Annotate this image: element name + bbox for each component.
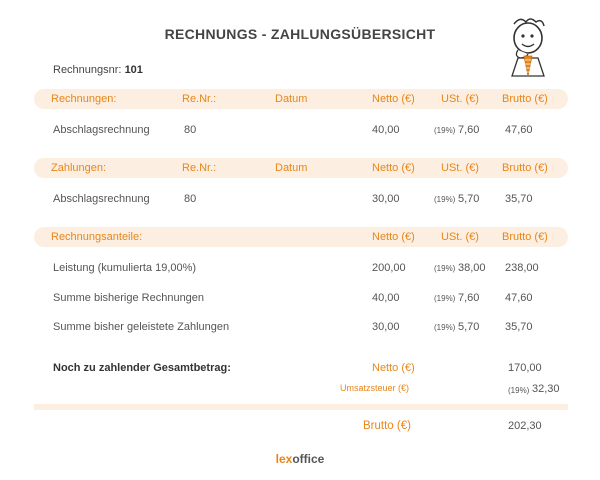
table-row-renr: 80 bbox=[184, 124, 197, 136]
table-row-netto: 40,00 bbox=[372, 292, 400, 304]
table-row-brutto: 35,70 bbox=[505, 193, 533, 205]
total-ust-value: 32,30 bbox=[532, 383, 560, 395]
table-row-name: Summe bisher geleistete Zahlungen bbox=[53, 321, 230, 333]
invoice-number bbox=[53, 64, 143, 76]
table-row-brutto: 238,00 bbox=[505, 262, 539, 274]
total-brutto-label: Brutto (€) bbox=[363, 420, 411, 432]
header-ust: USt. (€) bbox=[441, 93, 479, 105]
table-row-name: Abschlagsrechnung bbox=[53, 193, 150, 205]
header-netto: Netto (€) bbox=[372, 93, 415, 105]
total-netto-label: Netto (€) bbox=[372, 362, 415, 374]
header-datum: Datum bbox=[275, 93, 308, 105]
table-row-rate: (19%) bbox=[434, 323, 456, 332]
table-row-name: Leistung (kumulierta 19,00%) bbox=[53, 262, 197, 274]
rechnungen-title: Rechnungen: bbox=[51, 93, 117, 105]
total-ust-rate: (19%) bbox=[508, 386, 530, 395]
table-row-netto: 200,00 bbox=[372, 262, 406, 274]
table-row-brutto: 47,60 bbox=[505, 124, 533, 136]
table-row-ust: 38,00 bbox=[458, 262, 486, 274]
invoice-number-value: 101 bbox=[124, 64, 143, 76]
table-row-rate: (19%) bbox=[434, 264, 456, 273]
table-row-rate: (19%) bbox=[434, 126, 456, 135]
header-netto: Netto (€) bbox=[372, 162, 415, 174]
table-row-brutto: 35,70 bbox=[505, 321, 533, 333]
header-datum: Datum bbox=[275, 162, 308, 174]
zahlungen-title: Zahlungen: bbox=[51, 162, 107, 174]
table-row-rate: (19%) bbox=[434, 294, 456, 303]
header-ust: USt. (€) bbox=[441, 231, 479, 243]
table-row-rate: (19%) bbox=[434, 195, 456, 204]
total-due-label: Noch zu zahlender Gesamtbetrag: bbox=[53, 362, 231, 374]
anteile-title: Rechnungsanteile: bbox=[51, 231, 143, 243]
table-row-ust: 7,60 bbox=[458, 124, 480, 136]
header-renr: Re.Nr.: bbox=[182, 162, 217, 174]
person-thinking-icon bbox=[500, 14, 556, 80]
total-brutto-value: 202,30 bbox=[508, 420, 542, 432]
header-brutto: Brutto (€) bbox=[502, 93, 548, 105]
table-row-ust: 5,70 bbox=[458, 193, 480, 205]
table-row-ust: 7,60 bbox=[458, 292, 480, 304]
header-ust: USt. (€) bbox=[441, 162, 479, 174]
table-row-name: Summe bisherige Rechnungen bbox=[53, 292, 205, 304]
table-row-ust: 5,70 bbox=[458, 321, 480, 333]
table-row-netto: 30,00 bbox=[372, 321, 400, 333]
table-row-netto: 30,00 bbox=[372, 193, 400, 205]
total-netto-value: 170,00 bbox=[508, 362, 542, 374]
table-row-name: Abschlagsrechnung bbox=[53, 124, 150, 136]
invoice-number-label: Rechnungsnr: bbox=[53, 64, 122, 76]
table-row-netto: 40,00 bbox=[372, 124, 400, 136]
total-ust-label: Umsatzsteuer (€) bbox=[340, 383, 410, 393]
table-row-renr: 80 bbox=[184, 193, 197, 205]
header-brutto: Brutto (€) bbox=[502, 162, 548, 174]
table-row-brutto: 47,60 bbox=[505, 292, 533, 304]
page-title: RECHNUNGS - ZAHLUNGSÜBERSICHT bbox=[164, 26, 436, 42]
logo-part-lex: lex bbox=[275, 452, 293, 466]
header-netto: Netto (€) bbox=[372, 231, 415, 243]
summary-divider bbox=[34, 404, 568, 410]
header-renr: Re.Nr.: bbox=[182, 93, 217, 105]
lexoffice-logo bbox=[0, 452, 600, 466]
header-brutto: Brutto (€) bbox=[502, 231, 548, 243]
logo-part-office: office bbox=[292, 452, 325, 466]
